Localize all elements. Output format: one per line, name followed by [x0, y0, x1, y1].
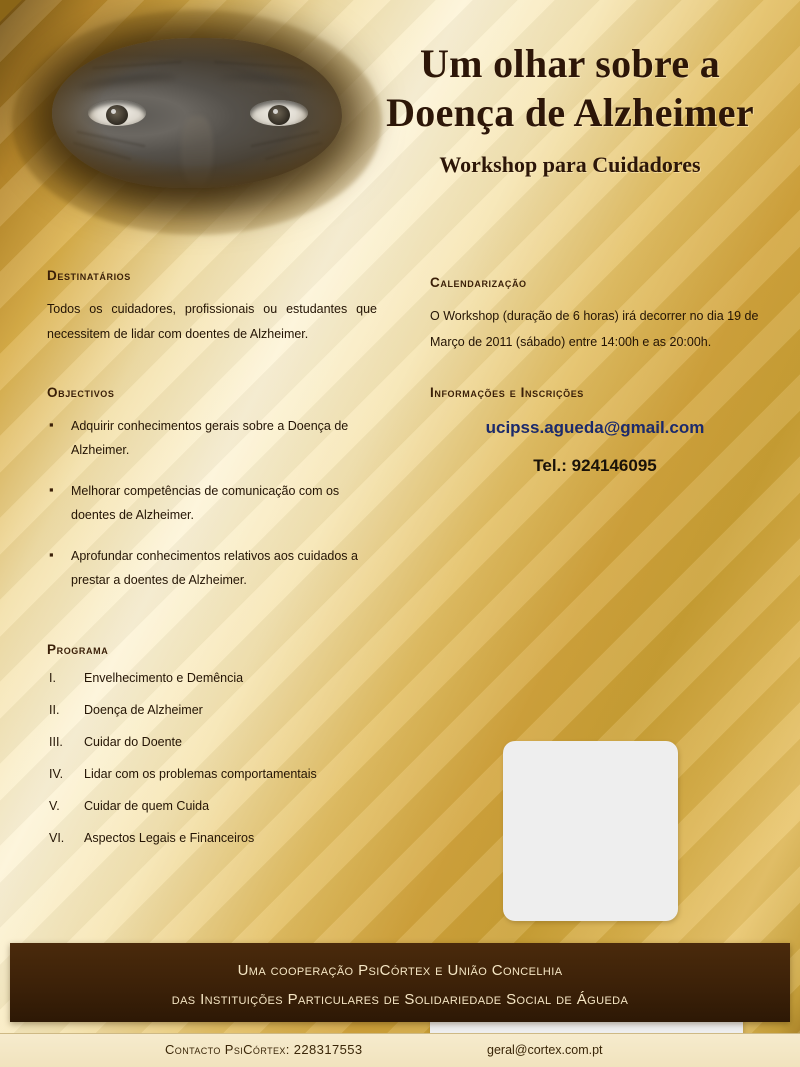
list-item	[47, 767, 377, 781]
logos-area	[430, 476, 760, 836]
destinatarios-heading: Destinatários	[47, 268, 131, 283]
right-column	[430, 275, 760, 836]
spacer	[47, 608, 377, 642]
eye-right-shape	[250, 100, 308, 126]
cooperation-line-1: Uma cooperação PsiCórtex e União Concelhia	[237, 962, 563, 979]
list-item-label: Doença de Alzheimer	[84, 703, 203, 718]
left-column	[47, 268, 377, 863]
list-item-label: Cuidar do Doente	[84, 735, 182, 750]
elderly-eyes-photo	[52, 38, 342, 188]
objectivos-heading: Objectivos	[47, 385, 115, 400]
objectivos-list	[47, 414, 377, 592]
list-item-number: I.	[49, 671, 56, 686]
destinatarios-text: Todos os cuidadores, profissionais ou estudantes que necessitem de lidar com doentes de Alzheimer.	[47, 302, 377, 341]
list-item: ▪ Melhorar competências de comunicação com os doentes de Alzheimer.	[47, 479, 377, 528]
list-item-number: VI.	[49, 831, 65, 846]
informacoes-heading: Informações e Inscrições	[430, 385, 584, 401]
eyebrow-left-shape	[78, 71, 179, 94]
list-item	[47, 831, 377, 845]
list-item-label: Envelhecimento e Demência	[84, 671, 244, 686]
nose-shape	[181, 116, 213, 186]
eyebrow-right-shape	[218, 72, 319, 94]
list-item	[47, 671, 377, 685]
list-item: ▪ Adquirir conhecimentos gerais sobre a Doença de Alzheimer.	[47, 414, 377, 463]
list-item-number: IV.	[49, 767, 64, 782]
list-item-number: III.	[49, 735, 63, 750]
logo-placeholder-primary	[503, 741, 678, 921]
list-item-label: Lidar com os problemas comportamentais	[84, 767, 317, 782]
wrinkle-shape	[214, 61, 304, 69]
list-item-number: II.	[49, 703, 60, 718]
eye-left-shape	[88, 100, 146, 126]
wrinkle-shape	[73, 142, 131, 160]
wrinkle-shape	[92, 61, 182, 69]
contact-phone: Tel.: 924146095	[533, 456, 657, 476]
spacer	[430, 355, 760, 385]
spacer	[47, 347, 377, 385]
list-item: ▪ Aprofundar conhecimentos relativos aos cuidados a prestar a doentes de Alzheimer.	[47, 544, 377, 593]
list-item	[47, 703, 377, 717]
list-item-label: Cuidar de quem Cuida	[84, 799, 210, 814]
contact-email-footer[interactable]: geral@cortex.com.pt	[487, 1043, 603, 1057]
page-title-line2: Doença de Alzheimer	[386, 89, 754, 135]
programa-list	[47, 671, 377, 845]
page-subtitle: Workshop para Cuidadores	[439, 151, 701, 177]
iris-right-shape	[268, 105, 290, 125]
contact-email[interactable]: ucipss.agueda@gmail.com	[485, 418, 705, 438]
list-item-number: V.	[49, 799, 60, 814]
list-item-label: Aspectos Legais e Financeiros	[84, 831, 255, 846]
calendarizacao-text: O Workshop (duração de 6 horas) irá decorrer no dia 19 de Março de 2011 (sábado) entre 14:00h e as 20:00h.	[430, 309, 759, 349]
corner-decoration	[0, 0, 22, 22]
iris-left-shape	[106, 105, 128, 125]
contact-phone-footer: Contacto PsiCórtex: 228317553	[165, 1042, 363, 1057]
page-title-line1: Um olhar sobre a	[420, 41, 720, 86]
wrinkle-shape	[265, 142, 323, 160]
cooperation-banner	[10, 943, 790, 1022]
list-item	[47, 799, 377, 813]
poster-header	[360, 40, 780, 178]
cooperation-line-2: das Instituições Particulares de Solidariedade Social de Águeda	[171, 991, 629, 1008]
calendarizacao-heading: Calendarização	[430, 275, 527, 290]
programa-heading: Programa	[47, 642, 109, 658]
list-item	[47, 735, 377, 749]
bottom-contact-strip	[0, 1033, 800, 1067]
